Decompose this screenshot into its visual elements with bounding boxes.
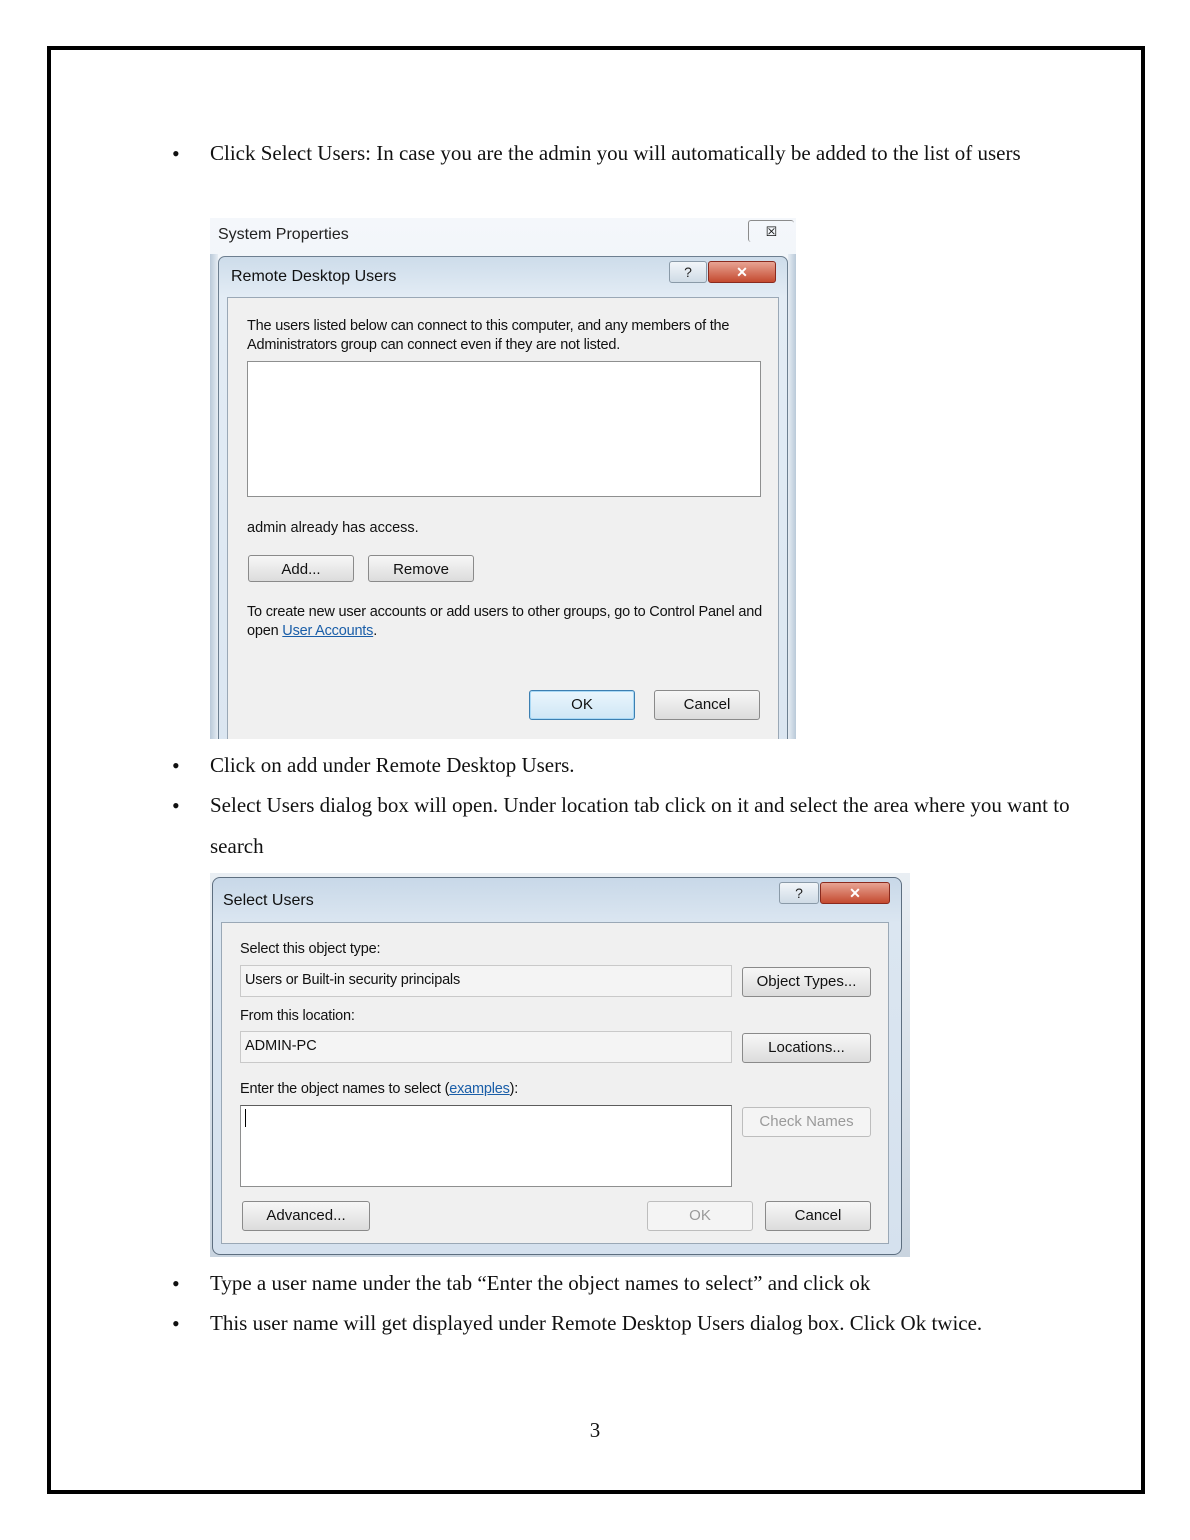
user-accounts-link[interactable]: User Accounts xyxy=(282,623,374,639)
help-icon[interactable]: ? xyxy=(779,882,819,904)
dialog-content xyxy=(221,922,889,1244)
object-type-field: Users or Built-in security principals xyxy=(240,965,732,997)
ok-button[interactable]: OK xyxy=(529,690,635,720)
location-label: From this location: xyxy=(240,1008,355,1024)
help-icon[interactable]: ? xyxy=(669,261,707,283)
hint-text: To create new user accounts or add users to other groups, go to Control Panel and open xyxy=(247,604,762,639)
bullet-text: Type a user name under the tab “Enter the object names to select” and click ok xyxy=(210,1271,871,1295)
close-icon[interactable]: ✕ xyxy=(708,261,776,283)
parent-window-edge xyxy=(210,254,218,739)
bullet-item-select-users xyxy=(210,133,1070,174)
screenshot-remote-desktop-users xyxy=(210,218,796,739)
locations-button[interactable]: Locations... xyxy=(742,1033,871,1063)
users-list[interactable] xyxy=(247,361,761,497)
dialog-title: Select Users xyxy=(223,892,314,909)
parent-window-title: System Properties xyxy=(218,226,349,243)
hint-period: . xyxy=(373,623,378,639)
access-status-text: admin already has access. xyxy=(247,520,419,536)
location-field: ADMIN-PC xyxy=(240,1031,732,1063)
cancel-button[interactable]: Cancel xyxy=(654,690,760,720)
object-type-label: Select this object type: xyxy=(240,941,381,957)
dialog-title: Remote Desktop Users xyxy=(231,268,397,285)
bullet-item-type-user-name xyxy=(210,1263,1070,1304)
text-cursor xyxy=(245,1109,246,1127)
screenshot-select-users xyxy=(210,873,910,1257)
bullet-text: This user name will get displayed under Remote Desktop Users dialog box. Click Ok twice. xyxy=(210,1311,983,1335)
bullet-item-click-add xyxy=(210,745,1070,786)
check-names-button[interactable]: Check Names xyxy=(742,1107,871,1137)
user-accounts-hint xyxy=(247,603,767,641)
object-names-label-end: ): xyxy=(509,1081,519,1097)
examples-link[interactable]: examples xyxy=(449,1081,510,1097)
advanced-button[interactable]: Advanced... xyxy=(242,1201,370,1231)
page-number: 3 xyxy=(589,1418,601,1442)
remove-button[interactable]: Remove xyxy=(368,555,474,582)
bullet-text: Click Select Users: In case you are the admin you will automatically be added to the list of users xyxy=(210,141,1021,165)
bullet-text: Click on add under Remote Desktop Users. xyxy=(210,753,575,777)
parent-window-edge-right xyxy=(788,254,796,739)
ok-button[interactable]: OK xyxy=(647,1201,753,1231)
bullet-item-click-ok-twice xyxy=(210,1303,1070,1344)
close-icon[interactable]: ✕ xyxy=(820,882,890,904)
object-types-button[interactable]: Object Types... xyxy=(742,967,871,997)
object-names-label-text: Enter the object names to select ( xyxy=(240,1081,450,1097)
object-names-input[interactable] xyxy=(240,1105,732,1187)
add-button[interactable]: Add... xyxy=(248,555,354,582)
remote-desktop-users-dialog xyxy=(218,256,788,739)
bullet-item-select-users-dialog xyxy=(210,785,1070,867)
cancel-button[interactable]: Cancel xyxy=(765,1201,871,1231)
dialog-description: The users listed below can connect to this computer, and any members of the Administrators group can connect even if they are not listed. xyxy=(247,318,730,353)
parent-close-icon[interactable]: ☒ xyxy=(748,220,794,242)
bullet-text: Select Users dialog box will open. Under location tab click on it and select the area where you want to search xyxy=(210,793,1070,858)
object-names-label xyxy=(240,1081,518,1097)
select-users-dialog xyxy=(212,877,902,1255)
dialog-content xyxy=(227,297,779,739)
